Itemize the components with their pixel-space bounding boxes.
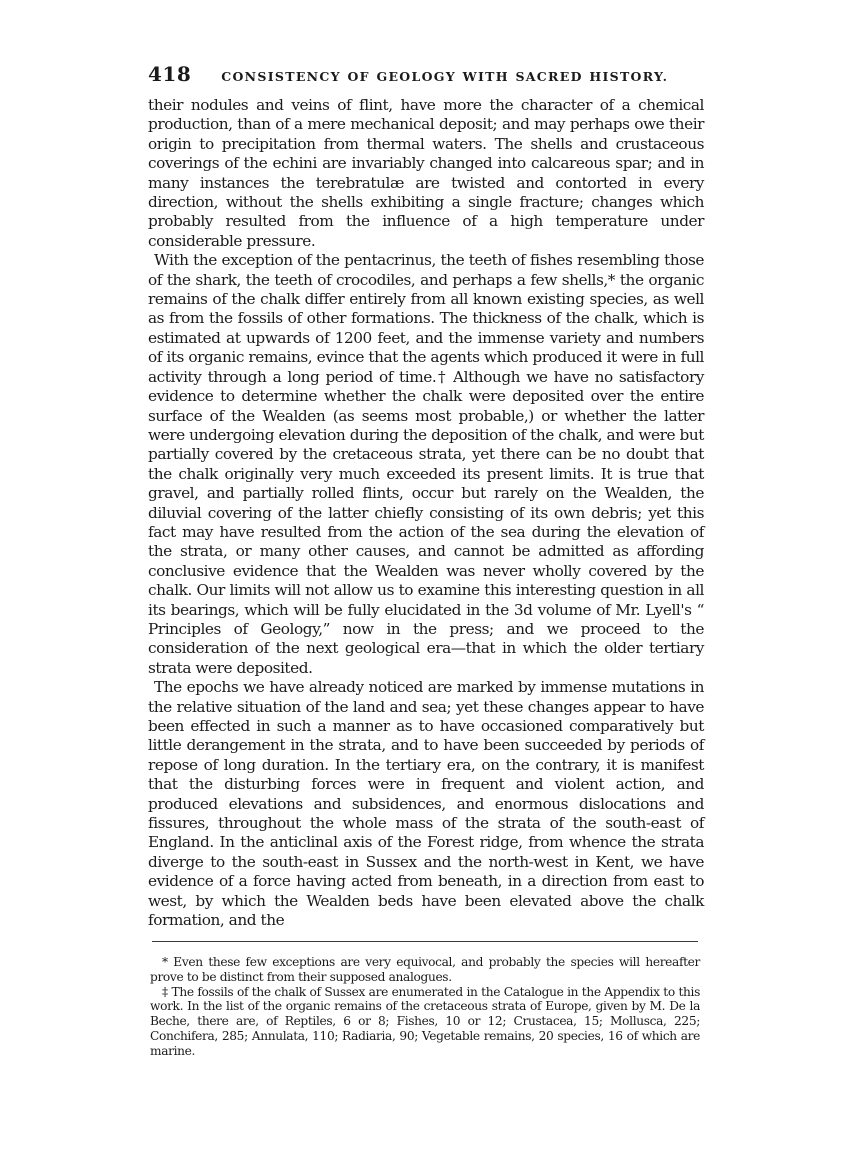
paragraph: their nodules and veins of flint, have more the character of a chemical production, than of a mere mechanical deposit; and may perhaps owe their origin to precipitation from thermal waters. The shells and crustaceous coverings of the echini are invariably changed into calcareous spar; and in many instances the terebratulæ are twisted and contorted in every direction, without the shells exhibiting a single fracture; changes which probably resulted from the influence of a high temperature under considerable pressure. [148, 96, 704, 250]
footnote-divider [152, 941, 698, 942]
footnote: ‡ The fossils of the chalk of Sussex are enumerated in the Catalogue in the Appendix to this work. In the list of the organic remains of the cretaceous strata of Europe, given by M. De la Beche, there are, of Reptiles, 6 or 8; Fishes, 10 or 12; Crustacea, 15; Mollusca, 225; Conchifera, 285; Annulata, 110; Radiaria, 90; Vegetable remains, 20 species, 16 of which are marine. [150, 984, 700, 1058]
paragraph: With the exception of the pentacrinus, the teeth of fishes resembling those of the shark, the teeth of crocodiles, and perhaps a few shells,* the organic remains of the chalk differ entirely from all known existing species, as well as from the fossils of other formations. The thickness of the chalk, which is estimated at upwards of 1200 feet, and the immense variety and numbers of its organic remains, evince that the agents which produced it were in full activity through a long period of time.† Although we have no satisfactory evidence to determine whether the chalk were deposited over the entire surface of the Wealden (as seems most probable,) or whether the latter were undergoing elevation during the deposition of the chalk, and were but partially covered by the cretaceous strata, yet there can be no doubt that the chalk originally very much exceeded its present limits. It is true that gravel, and partially rolled flints, occur but rarely on the Wealden, the diluvial covering of the latter chiefly consisting of its own debris; yet this fact may have resulted from the action of the sea during the elevation of the strata, or many other causes, and cannot be admitted as affording conclusive evidence that the Wealden was never wholly covered by the chalk. Our limits will not allow us to examine this interesting question in all its bearings, which will be fully elucidated in the 3d volume of Mr. Lyell's “ Principles of Geology,” now in the press; and we proceed to the consideration of the next geological era—that in which the older tertiary strata were deposited. [148, 251, 704, 677]
paragraph: The epochs we have already noticed are marked by immense mutations in the relative situation of the land and sea; yet these changes appear to have been effected in such a manner as to have occasioned comparatively but little derangement in the strata, and to have been succeeded by periods of repose of long duration. In the tertiary era, on the contrary, it is manifest that the disturbing forces were in frequent and violent action, and produced elevations and subsidences, and enormous dislocations and fissures, throughout the whole mass of the strata of the south-east of England. In the anticlinal axis of the Forest ridge, from whence the strata diverge to the south-east in Sussex and the north-west in Kent, we have evidence of a force having acted from beneath, in a direction from east to west, by which the Wealden beds have been elevated above the chalk formation, and the [148, 678, 704, 930]
footnotes [150, 955, 700, 1059]
running-head [148, 62, 704, 86]
body-text [148, 96, 704, 930]
running-title: CONSISTENCY OF GEOLOGY WITH SACRED HISTORY. [221, 69, 669, 84]
footnote: * Even these few exceptions are very equivocal, and probably the species will hereafter prove to be distinct from their supposed analogues. [150, 955, 700, 984]
page-number: 418 [148, 62, 192, 86]
